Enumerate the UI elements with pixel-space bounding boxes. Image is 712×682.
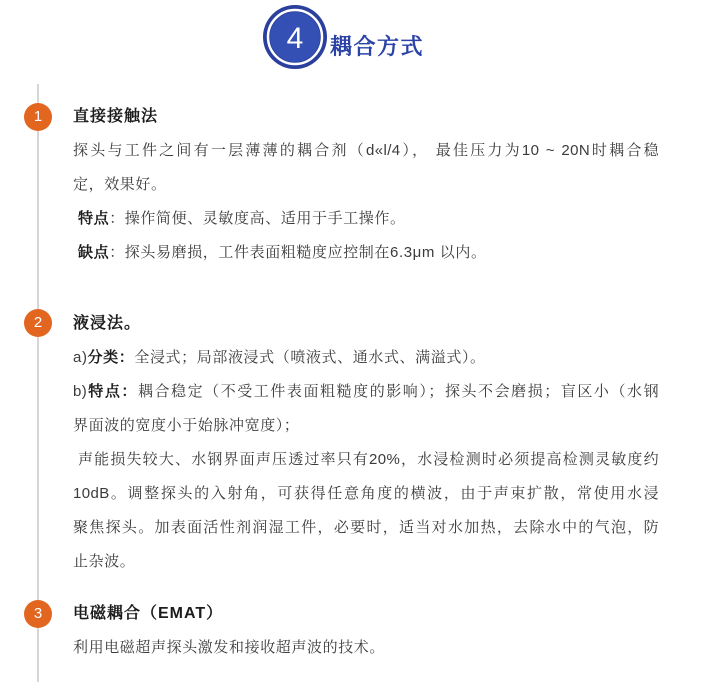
characteristics-prefix: b): [73, 383, 88, 400]
section-heading: 液浸法。: [73, 315, 142, 332]
characteristics-line: [73, 375, 659, 409]
classification-line: [73, 341, 659, 375]
chapter-number-badge: [262, 4, 328, 70]
drawback-line: [73, 236, 659, 270]
body-line: 探头与工件之间有一层薄薄的耦合剂（d«l/4）， 最佳压力为10 ~ 20N时耦合稳: [73, 142, 659, 159]
timeline-line: [37, 84, 39, 682]
characteristics-label: 特点：: [87, 383, 138, 400]
drawback-text: ：探头易磨损，工件表面粗糙度应控制在6.3μm 以内。: [109, 244, 487, 261]
body-line: 定，效果好。: [73, 176, 167, 193]
badge-number: 4: [286, 22, 304, 55]
drawback-label: 缺点: [78, 244, 110, 261]
body-line: 声能损失较大、水钢界面声压透过率只有20%，水浸检测时必须提高检测灵敏度约: [78, 451, 659, 468]
classification-label: 分类：: [87, 349, 135, 366]
body-line: 利用电磁超声探头激发和接收超声波的技术。: [73, 639, 386, 656]
step-number-badge: 2: [24, 309, 52, 337]
body-line: 止杂波。: [73, 553, 136, 570]
classification-prefix: a): [73, 349, 88, 366]
feature-label: 特点: [78, 210, 110, 227]
step-number-badge: 3: [24, 600, 52, 628]
body-line: 聚焦探头。加表面活性剂润湿工件，必要时，适当对水加热，去除水中的气泡，防: [73, 519, 659, 536]
page-title: 耦合方式: [330, 34, 425, 59]
classification-text: 全浸式；局部液浸式（喷液式、通水式、满溢式）。: [134, 349, 486, 366]
feature-text: ：操作简便、灵敏度高、适用于手工操作。: [109, 210, 406, 227]
characteristics-text: 耦合稳定（不受工件表面粗糙度的影响）；探头不会磨损；盲区小（水钢: [137, 383, 659, 400]
section-heading: 直接接触法: [73, 108, 159, 125]
section-heading: 电磁耦合（EMAT）: [73, 605, 224, 622]
body-line: 10dB。调整探头的入射角，可获得任意角度的横波，由于声束扩散，常使用水浸: [73, 485, 659, 502]
section-direct-contact: [73, 100, 659, 270]
body-line: 界面波的宽度小于始脉冲宽度）；: [73, 417, 300, 434]
section-emat: [73, 597, 659, 665]
step-number-badge: 1: [24, 103, 52, 131]
feature-line: [73, 202, 659, 236]
section-immersion: [73, 307, 659, 579]
